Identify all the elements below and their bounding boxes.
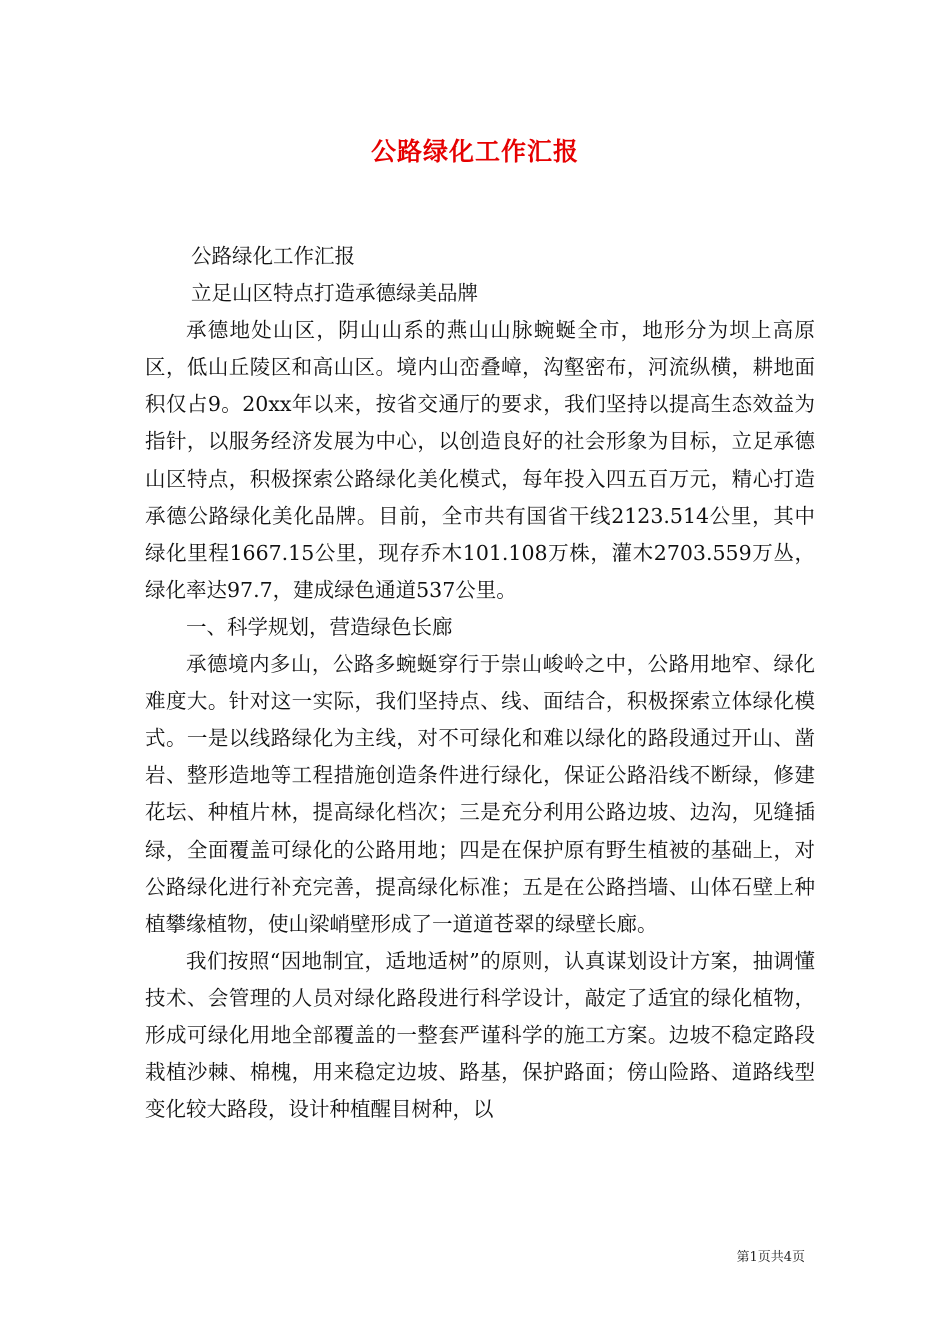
document-title: 公路绿化工作汇报 [370, 137, 579, 166]
paragraph-heading: 公路绿化工作汇报 [191, 244, 355, 268]
paragraph-section-body: 承德境内多山，公路多蜿蜒穿行于崇山峻岭之中，公路用地窄、绿化难度大。针对这一实际，我们坚持点、线、面结合，积极探索立体绿化模式。一是以线路绿化为主线，对不可绿化和难以绿化的路段通过开山、凿岩、整形造地等工程措施创造条件进行绿化，保证公路沿线不断绿，修建花坛、种植片林，提高绿化档次；三是充分利用公路边坡、边沟，见缝插绿，全面覆盖可绿化的公路用地；四是在保护原有野生植被的基础上，对公路绿化进行补充完善，提高绿化标准；五是在公路挡墙、山体石壁上种植攀缘植物，使山梁峭壁形成了一道道苍翠的绿壁长廊。 [145, 652, 815, 936]
paragraph-subtitle: 立足山区特点打造承德绿美品牌 [191, 281, 478, 306]
paragraph-section-heading: 一、科学规划，营造绿色长廊 [186, 614, 453, 639]
document-body [145, 238, 815, 1128]
paragraph-plan: 我们按照“因地制宜，适地适树”的原则，认真谋划设计方案，抽调懂技术、会管理的人员对绿化路段进行科学设计，敲定了适宜的绿化植物，形成可绿化用地全部覆盖的一整套严谨科学的施工方案。边坡不稳定路段栽植沙棘、棉槐，用来稳定边坡、路基，保护路面；傍山险路、道路线型变化较大路段，设计种植醒目树种，以 [145, 948, 815, 1122]
paragraph-intro: 承德地处山区，阴山山系的燕山山脉蜿蜒全市，地形分为坝上高原区，低山丘陵区和高山区。境内山峦叠嶂，沟壑密布，河流纵横，耕地面积仅占9。20xx年以来，按省交通厅的要求，我们坚持以提高生态效益为指针，以服务经济发展为中心，以创造良好的社会形象为目标，立足承德山区特点，积极探索公路绿化美化模式，每年投入四五百万元，精心打造承德公路绿化美化品牌。目前，全市共有国省干线2123.514公里，其中绿化里程1667.15公里，现存乔木101.108万株，灌木2703.559万丛，绿化率达97.7，建成绿色通道537公里。 [145, 318, 815, 602]
page-number: 第1页共4页 [736, 1250, 805, 1265]
